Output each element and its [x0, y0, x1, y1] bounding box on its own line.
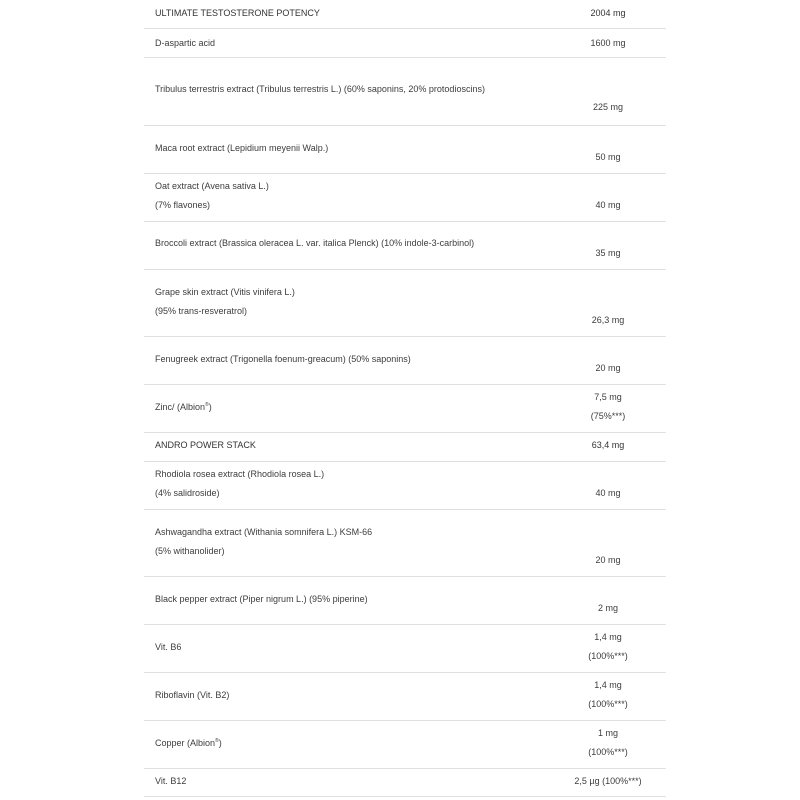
ingredient-amount: 225 mg [592, 102, 624, 112]
ingredient-name: Fenugreek extract (Trigonella foenum-greacum) (50% saponins) [155, 354, 411, 364]
ingredient-amount: 2 mg [597, 603, 618, 613]
ingredient-name: Ashwagandha extract (Withania somnifera L.) KSM-66 (5% withanolider) [155, 527, 373, 556]
nutrition-facts-table [144, 0, 666, 797]
ingredient-name: Copper (Albion®) [155, 738, 222, 748]
ingredient-name: ANDRO POWER STACK [155, 440, 256, 450]
table-row [144, 721, 666, 769]
ingredient-name: ULTIMATE TESTOSTERONE POTENCY [155, 8, 320, 18]
ingredient-name: Grape skin extract (Vitis vinifera L.) (95% trans-resveratrol) [155, 287, 295, 316]
ingredient-name: Oat extract (Avena sativa L.) (7% flavones) [155, 181, 269, 210]
table-row [144, 433, 666, 462]
ingredient-amount: 20 mg [595, 555, 621, 565]
table-row [144, 625, 666, 673]
ingredient-amount: 20 mg [595, 363, 621, 373]
ingredient-amount: 2,5 µg (100%***) [574, 776, 642, 786]
ingredient-name: Vit. B6 [155, 642, 182, 652]
ingredient-amount: 40 mg [595, 200, 621, 210]
ingredient-amount: 50 mg [595, 152, 621, 162]
ingredient-amount: 1 mg (100%***) [588, 728, 628, 757]
ingredient-name: Vit. B12 [155, 776, 187, 786]
table-row [144, 577, 666, 625]
table-row [144, 222, 666, 270]
ingredient-name: D-aspartic acid [155, 38, 216, 48]
table-row [144, 337, 666, 385]
ingredient-name: Maca root extract (Lepidium meyenii Walp.) [155, 143, 329, 153]
ingredient-amount: 1600 mg [590, 38, 626, 48]
table-row [144, 0, 666, 29]
ingredient-amount: 26,3 mg [591, 315, 625, 325]
ingredient-amount: 40 mg [595, 488, 621, 498]
table-row [144, 673, 666, 721]
table-row [144, 29, 666, 58]
table-row [144, 174, 666, 222]
ingredient-name: Rhodiola rosea extract (Rhodiola rosea L.) (4% salidroside) [155, 469, 325, 498]
ingredient-name: Black pepper extract (Piper nigrum L.) (95% piperine) [155, 594, 368, 604]
table-row [144, 462, 666, 510]
ingredient-amount: 2004 mg [590, 8, 626, 18]
ingredient-amount: 63,4 mg [591, 440, 625, 450]
ingredient-name: Riboflavin (Vit. B2) [155, 690, 230, 700]
ingredient-amount: 1,4 mg (100%***) [588, 680, 628, 709]
ingredient-amount: 1,4 mg (100%***) [588, 632, 628, 661]
table-row [144, 385, 666, 433]
table-row [144, 58, 666, 126]
table-row [144, 270, 666, 337]
table-row [144, 769, 666, 797]
ingredient-amount: 7,5 mg (75%***) [590, 392, 626, 421]
ingredient-name: Zinc/ (Albion®) [155, 402, 212, 412]
table-row [144, 126, 666, 174]
ingredient-name: Tribulus terrestris extract (Tribulus terrestris L.) (60% saponins, 20% protodioscins) [155, 84, 485, 94]
ingredient-name: Broccoli extract (Brassica oleracea L. var. italica Plenck) (10% indole-3-carbinol) [155, 238, 475, 248]
ingredient-amount: 35 mg [595, 248, 621, 258]
table-row [144, 510, 666, 577]
